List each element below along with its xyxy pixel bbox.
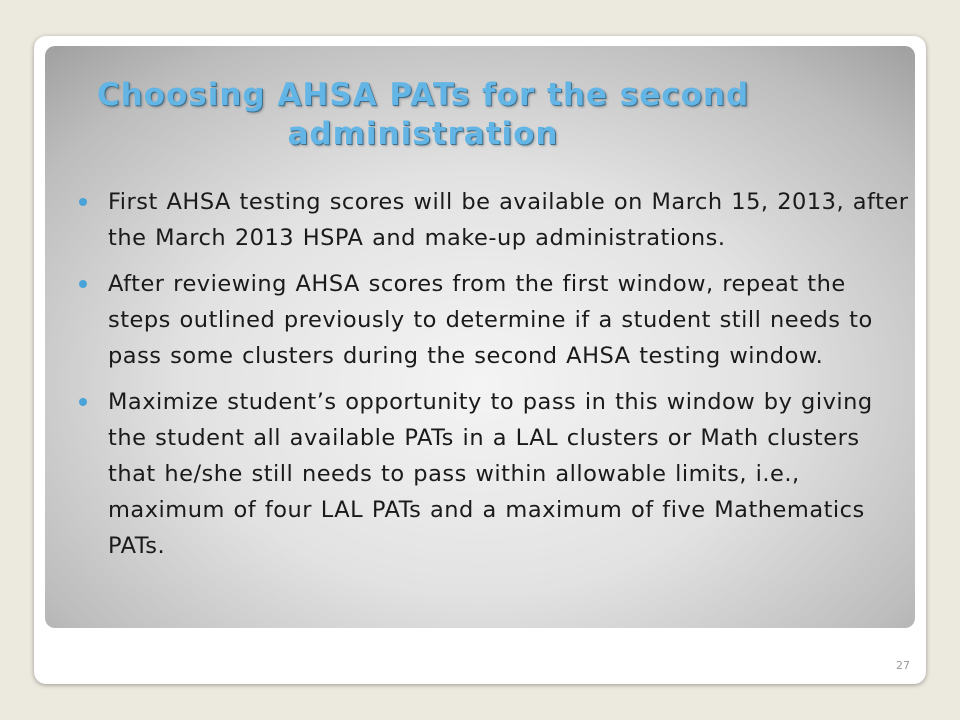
slide (34, 36, 926, 684)
bullet-item (75, 266, 911, 374)
bullet-list (75, 184, 911, 574)
bullet-text: Maximize student’s opportunity to pass in this window by giving the student all available PATs in a LAL clusters or Math clusters that he/she still needs to pass within allowable limits, i.e., maximum of four LAL PATs and a maximum of five Mathematics PATs. (108, 389, 873, 559)
bullet-item (75, 384, 911, 564)
bullet-text: First AHSA testing scores will be available on March 15, 2013, after the March 2013 HSPA and make-up administrations. (108, 189, 909, 251)
bullet-item (75, 184, 911, 256)
content-panel (45, 46, 915, 628)
page-number: 27 (896, 659, 910, 672)
bullet-marker-icon (79, 280, 87, 288)
bullet-text: After reviewing AHSA scores from the first window, repeat the steps outlined previously to determine if a student still needs to pass some clusters during the second AHSA testing window. (108, 271, 873, 369)
bullet-marker-icon (79, 198, 87, 206)
slide-title: Choosing AHSA PATs for the second administration (96, 77, 750, 152)
bullet-marker-icon (79, 398, 87, 406)
